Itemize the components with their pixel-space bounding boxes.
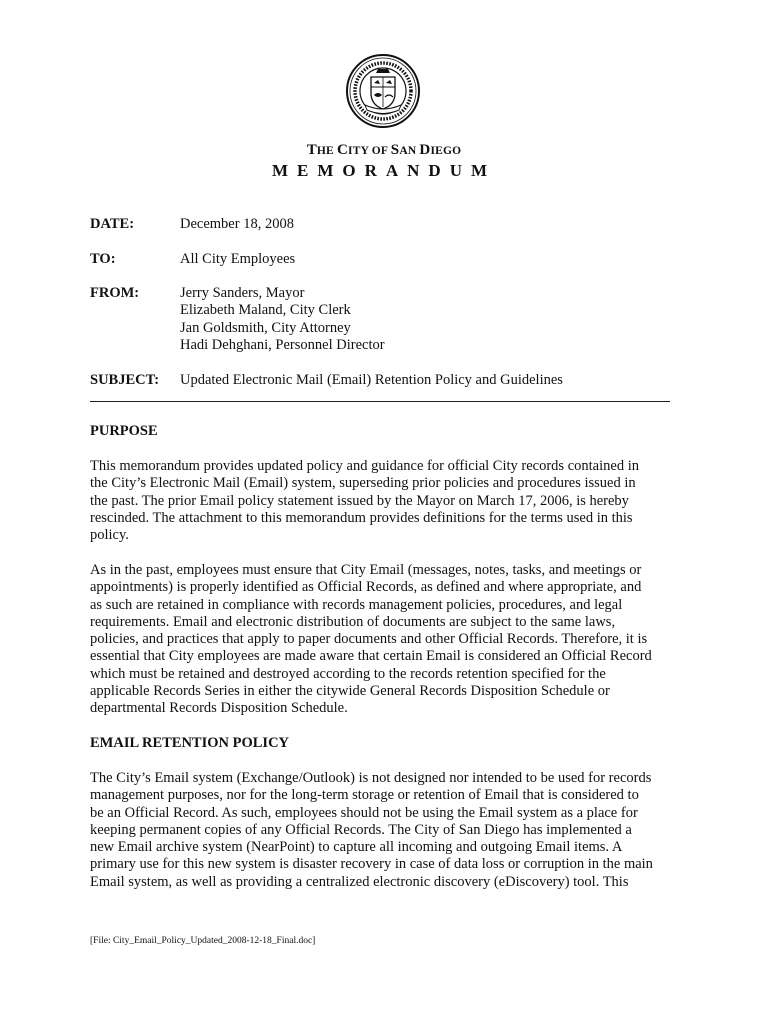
- from-line: Hadi Dehghani, Personnel Director: [180, 336, 385, 353]
- text-line: appointments) is properly identified as Official Records, as defined and where appropriate, and: [90, 579, 642, 596]
- retention-paragraph-1: [90, 770, 678, 891]
- text-line: rescinded. The attachment to this memorandum provides definitions for the terms used in this: [90, 509, 633, 526]
- text-line: policy.: [90, 527, 129, 544]
- date-value: December 18, 2008: [180, 216, 294, 232]
- date-label: DATE:: [90, 216, 135, 232]
- text-line: primary use for this new system is disaster recovery in case of data loss or corruption in the main: [90, 856, 653, 873]
- text-line: departmental Records Disposition Schedule.: [90, 700, 348, 717]
- from-line: Jan Goldsmith, City Attorney: [180, 319, 351, 336]
- retention-policy-heading: EMAIL RETENTION POLICY: [90, 735, 290, 751]
- text-line: management purposes, nor for the long-term storage or retention of Email that is considered to: [90, 787, 639, 804]
- purpose-heading: PURPOSE: [90, 423, 158, 439]
- to-label: TO:: [90, 251, 116, 267]
- city-title-iego: IEGO: [430, 145, 462, 157]
- text-line: new Email archive system (NearPoint) to capture all incoming and outgoing Email items. A: [90, 839, 623, 856]
- text-line: the past. The prior Email policy statement issued by the Mayor on March 17, 2006, is hereby: [90, 492, 629, 509]
- city-title-an: AN: [399, 145, 420, 157]
- city-title: [0, 142, 768, 159]
- text-line: Email system, as well as providing a centralized electronic discovery (eDiscovery) tool. This: [90, 873, 629, 890]
- header-divider: [90, 401, 670, 402]
- to-value: All City Employees: [180, 251, 296, 267]
- from-line: Elizabeth Maland, City Clerk: [180, 302, 351, 319]
- text-line: policies, and practices that apply to paper documents and other Official Records. Therefore, it is: [90, 631, 648, 648]
- purpose-paragraph-2: [90, 562, 678, 718]
- city-title-s: S: [390, 142, 400, 158]
- text-line: requirements. Email and electronic distribution of documents are subject to the same laws,: [90, 613, 616, 630]
- text-line: essential that City employees are made aware that certain Email is considered an Official Record: [90, 648, 652, 665]
- file-footer: [File: City_Email_Policy_Updated_2008-12-18_Final.doc]: [90, 936, 316, 946]
- subject-label: SUBJECT:: [90, 372, 160, 388]
- text-line: as such are retained in compliance with records management policies, procedures, and legal: [90, 596, 623, 613]
- text-line: which must be retained and destroyed according to the records retention specified for the: [90, 665, 606, 682]
- text-line: This memorandum provides updated policy and guidance for official City records contained in: [90, 458, 639, 474]
- city-title-c: C: [337, 142, 349, 158]
- subject-value: Updated Electronic Mail (Email) Retention Policy and Guidelines: [180, 372, 563, 388]
- city-title-ity-of: ITY OF: [348, 145, 391, 157]
- city-title-d: D: [419, 142, 431, 158]
- memorandum-title: MEMORANDUM: [271, 161, 497, 180]
- from-label: FROM:: [90, 285, 140, 301]
- from-line: Jerry Sanders, Mayor: [180, 285, 305, 301]
- purpose-paragraph-1: [90, 458, 678, 544]
- city-title-he: HE: [316, 145, 337, 157]
- text-line: As in the past, employees must ensure that City Email (messages, notes, tasks, and meetings or: [90, 562, 642, 578]
- city-title-t: T: [306, 142, 317, 158]
- text-line: be an Official Record. As such, employees should not be using the Email system as a place for: [90, 804, 638, 821]
- text-line: The City’s Email system (Exchange/Outlook) is not designed nor intended to be used for records: [90, 770, 652, 786]
- city-seal-icon: [345, 53, 421, 129]
- text-line: applicable Records Series in either the citywide General Records Disposition Schedule or: [90, 683, 610, 700]
- from-values: [180, 285, 385, 354]
- text-line: the City’s Electronic Mail (Email) system, superseding prior policies and procedures issued in: [90, 475, 636, 492]
- text-line: keeping permanent copies of any Official Records. The City of San Diego has implemented a: [90, 821, 632, 838]
